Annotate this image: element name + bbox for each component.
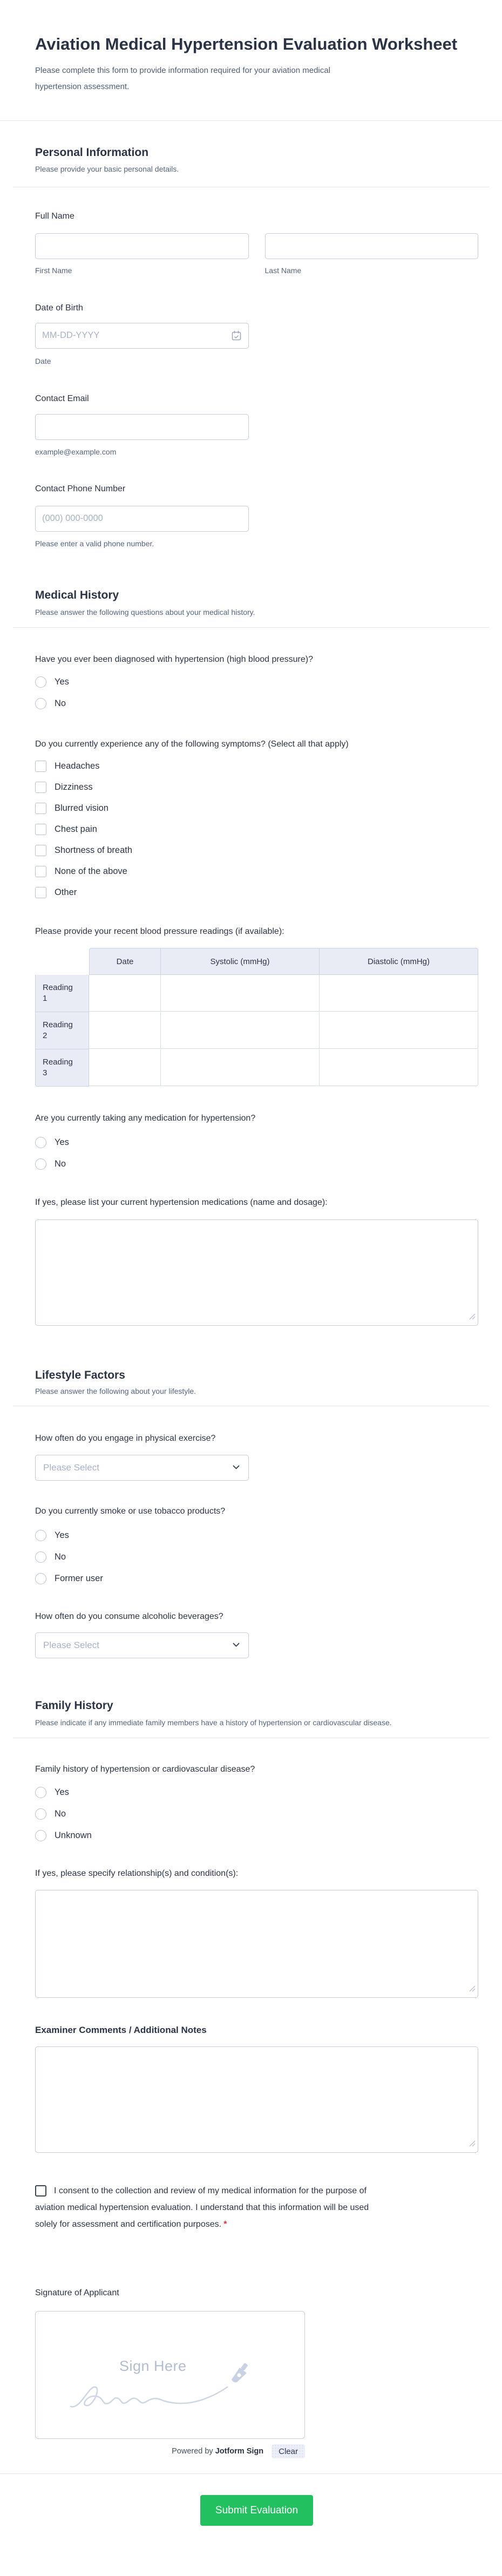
consent-row: [35, 2182, 386, 2233]
radio-smoke-no[interactable]: [35, 1551, 46, 1563]
checkbox-option-row[interactable]: [35, 845, 478, 856]
bp-table-corner: [35, 948, 89, 975]
bp-cell-r3-date[interactable]: [89, 1049, 161, 1086]
checkbox-option-row[interactable]: [35, 887, 478, 898]
checkbox-other[interactable]: [35, 887, 46, 898]
email-label: Contact Email: [35, 394, 89, 403]
radio-medication-yes[interactable]: [35, 1137, 46, 1148]
checkbox-option-row[interactable]: [35, 866, 478, 877]
checkbox-label: Blurred vision: [55, 803, 108, 813]
checkbox-none-of-the-above[interactable]: [35, 866, 46, 877]
clear-signature-button[interactable]: Clear: [272, 2444, 305, 2458]
bp-row-header: Reading 3: [35, 1049, 89, 1087]
radio-label: Former user: [55, 1574, 103, 1583]
select-placeholder: Please Select: [43, 1640, 99, 1650]
consent-text: I consent to the collection and review of my medical information for the purpose of aviation medical hypertension evaluation. I understand that this information will be used solely for assessment and certification purposes.: [35, 2186, 369, 2229]
powered-by-prefix: Powered by: [172, 2447, 213, 2456]
radio-option-row[interactable]: [35, 698, 478, 709]
radio-diagnosed-yes[interactable]: [35, 676, 46, 688]
medication-list-textarea[interactable]: [35, 1219, 478, 1326]
first-name-input[interactable]: [35, 233, 249, 259]
bp-row-header: Reading 1: [35, 975, 89, 1012]
family-details-label: If yes, please specify relationship(s) and condition(s):: [35, 1869, 239, 1878]
symptoms-checkbox-group: [35, 761, 478, 898]
signature-squiggle-icon: [67, 2372, 235, 2415]
resize-handle-icon[interactable]: [469, 1985, 476, 1995]
bp-table-label: Please provide your recent blood pressure readings (if available):: [35, 927, 284, 936]
bp-col-header-systolic: Systolic (mmHg): [161, 948, 320, 975]
radio-label: No: [55, 699, 66, 708]
family-history-question-label: Family history of hypertension or cardiovascular disease?: [35, 1765, 255, 1774]
bp-cell-r2-systolic[interactable]: [161, 1012, 320, 1049]
smoke-radio-group: [35, 1530, 478, 1584]
radio-option-row[interactable]: [35, 676, 478, 688]
last-name-input[interactable]: [265, 233, 479, 259]
section-subtitle-lifestyle: Please answer the following about your lifestyle.: [35, 1387, 196, 1395]
phone-sublabel: Please enter a valid phone number.: [35, 539, 154, 548]
radio-smoke-former-user[interactable]: [35, 1573, 46, 1584]
radio-option-row[interactable]: [35, 1830, 478, 1841]
radio-label: Yes: [55, 1530, 69, 1540]
bp-readings-table: [35, 948, 478, 1087]
examiner-notes-label: Examiner Comments / Additional Notes: [35, 2025, 207, 2035]
smoke-question-label: Do you currently smoke or use tobacco products?: [35, 1507, 226, 1516]
symptoms-question-label: Do you currently experience any of the following symptoms? (Select all that apply): [35, 740, 349, 749]
diagnosed-question-label: Have you ever been diagnosed with hypertension (high blood pressure)?: [35, 655, 313, 664]
required-asterisk: *: [223, 2220, 227, 2229]
header-divider: [0, 120, 502, 121]
alcohol-question-label: How often do you consume alcoholic beverages?: [35, 1612, 223, 1621]
checkbox-label: Chest pain: [55, 824, 97, 834]
section-title-medical: Medical History: [35, 589, 119, 601]
chevron-down-icon: [233, 1640, 240, 1650]
calendar-icon[interactable]: [231, 330, 242, 344]
checkbox-dizziness[interactable]: [35, 782, 46, 793]
chevron-down-icon: [233, 1463, 240, 1473]
family-details-textarea[interactable]: [35, 1890, 478, 1998]
radio-label: No: [55, 1552, 66, 1562]
family-history-radio-group: [35, 1787, 478, 1841]
medication-question-label: Are you currently taking any medication for hypertension?: [35, 1114, 256, 1123]
signature-footer: [35, 2444, 305, 2458]
medication-list-label: If yes, please list your current hypertension medications (name and dosage):: [35, 1198, 328, 1207]
radio-medication-no[interactable]: [35, 1158, 46, 1170]
email-input[interactable]: [35, 414, 249, 440]
checkbox-blurred-vision[interactable]: [35, 803, 46, 814]
section-title-personal: Personal Information: [35, 146, 149, 159]
diagnosed-radio-group: [35, 676, 478, 709]
radio-option-row[interactable]: [35, 1787, 478, 1798]
section-title-lifestyle: Lifestyle Factors: [35, 1369, 125, 1381]
section-subtitle-personal: Please provide your basic personal details.: [35, 165, 179, 173]
radio-smoke-yes[interactable]: [35, 1530, 46, 1541]
checkbox-option-row[interactable]: [35, 824, 478, 835]
pen-nib-icon: [227, 2363, 250, 2388]
checkbox-label: Headaches: [55, 761, 100, 771]
checkbox-label: Dizziness: [55, 782, 93, 792]
examiner-notes-textarea[interactable]: [35, 2046, 478, 2153]
radio-option-row[interactable]: [35, 1551, 478, 1563]
sign-here-text: Sign Here: [119, 2358, 187, 2374]
radio-family-no[interactable]: [35, 1808, 46, 1820]
checkbox-label: None of the above: [55, 866, 127, 876]
last-name-sublabel: Last Name: [264, 266, 302, 275]
checkbox-label: Other: [55, 887, 77, 897]
bp-cell-r2-date[interactable]: [89, 1012, 161, 1049]
radio-family-unknown[interactable]: [35, 1830, 46, 1841]
bp-col-header-diastolic: Diastolic (mmHg): [320, 948, 478, 975]
signature-placeholder: [67, 2358, 273, 2423]
resize-handle-icon[interactable]: [469, 1313, 476, 1323]
radio-diagnosed-no[interactable]: [35, 698, 46, 709]
radio-option-row[interactable]: [35, 1573, 478, 1584]
radio-label: Yes: [55, 677, 69, 687]
checkbox-option-row[interactable]: [35, 761, 478, 772]
checkbox-headaches[interactable]: [35, 761, 46, 772]
radio-option-row[interactable]: [35, 1530, 478, 1541]
bp-row-header: Reading 2: [35, 1012, 89, 1049]
powered-by-text: [172, 2447, 263, 2456]
dob-input[interactable]: [35, 323, 249, 349]
form-page: [0, 30, 502, 2554]
section-subtitle-family: Please indicate if any immediate family members have a history of hypertension or cardiovascular disease.: [35, 1718, 392, 1727]
radio-option-row[interactable]: [35, 1158, 478, 1170]
phone-label: Contact Phone Number: [35, 484, 126, 493]
signature-pad[interactable]: [35, 2311, 305, 2439]
alcohol-select[interactable]: [35, 1632, 249, 1658]
submit-button[interactable]: Submit Evaluation: [200, 2495, 313, 2526]
radio-option-row[interactable]: [35, 1808, 478, 1820]
radio-option-row[interactable]: [35, 1137, 478, 1148]
radio-label: No: [55, 1159, 66, 1169]
checkbox-label: Shortness of breath: [55, 845, 133, 855]
radio-family-yes[interactable]: [35, 1787, 46, 1798]
consent-checkbox[interactable]: [35, 2185, 46, 2197]
resize-handle-icon[interactable]: [469, 2140, 476, 2150]
radio-label: No: [55, 1809, 66, 1819]
bp-cell-r1-date[interactable]: [89, 975, 161, 1012]
signature-label: Signature of Applicant: [35, 2288, 119, 2297]
full-name-label: Full Name: [35, 212, 74, 221]
bp-cell-r3-diastolic[interactable]: [320, 1049, 478, 1086]
bp-cell-r1-diastolic[interactable]: [320, 975, 478, 1012]
section-divider: [13, 627, 489, 628]
submit-divider: [0, 2473, 502, 2474]
radio-label: Yes: [55, 1137, 69, 1147]
bp-cell-r1-systolic[interactable]: [161, 975, 320, 1012]
bp-cell-r2-diastolic[interactable]: [320, 1012, 478, 1049]
first-name-sublabel: First Name: [35, 266, 72, 275]
bp-col-header-date: Date: [89, 948, 161, 975]
dob-sublabel: Date: [35, 357, 51, 365]
page-subtitle: Please complete this form to provide information required for your aviation medical hypertension assessment.: [35, 66, 330, 91]
section-subtitle-medical: Please answer the following questions about your medical history.: [35, 608, 255, 616]
page-title: Aviation Medical Hypertension Evaluation Worksheet: [35, 35, 458, 53]
exercise-select[interactable]: [35, 1455, 249, 1481]
checkbox-shortness-of-breath[interactable]: [35, 845, 46, 856]
exercise-question-label: How often do you engage in physical exercise?: [35, 1434, 216, 1443]
phone-input[interactable]: [35, 506, 249, 532]
select-placeholder: Please Select: [43, 1462, 99, 1473]
radio-label: Unknown: [55, 1831, 92, 1840]
checkbox-option-row[interactable]: [35, 782, 478, 793]
medication-radio-group: [35, 1137, 478, 1170]
dob-label: Date of Birth: [35, 303, 83, 313]
bp-cell-r3-systolic[interactable]: [161, 1049, 320, 1086]
section-title-family: Family History: [35, 1699, 113, 1712]
email-sublabel: example@example.com: [35, 448, 117, 456]
radio-label: Yes: [55, 1787, 69, 1797]
powered-by-brand: Jotform Sign: [215, 2447, 264, 2456]
checkbox-chest-pain[interactable]: [35, 824, 46, 835]
checkbox-option-row[interactable]: [35, 803, 478, 814]
